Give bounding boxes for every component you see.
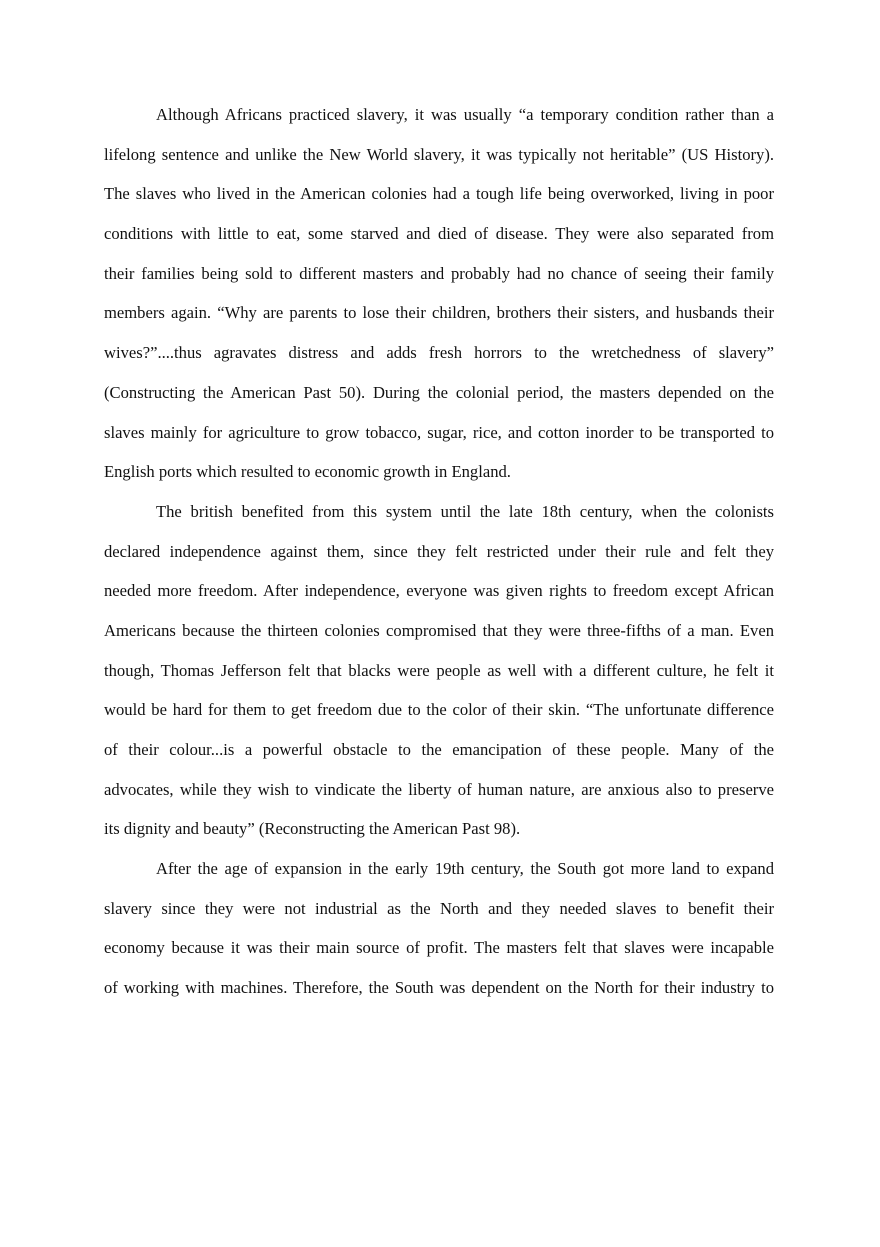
text-line: would be hard for them to get freedom due to the color of their skin. “The unfortunate difference — [104, 700, 774, 720]
text-line: English ports which resulted to economic growth in England. — [104, 462, 511, 482]
text-line: members again. “Why are parents to lose their children, brothers their sisters, and husbands their — [104, 303, 774, 323]
text-line: though, Thomas Jefferson felt that blacks were people as well with a different culture, he felt it — [104, 660, 774, 680]
text-line: of working with machines. Therefore, the South was dependent on the North for their industry to — [104, 978, 774, 998]
text-line: its dignity and beauty” (Reconstructing the American Past 98). — [104, 819, 521, 839]
text-line: declared independence against them, since they felt restricted under their rule and felt they — [104, 541, 774, 561]
paragraph-2 — [104, 492, 774, 849]
text-line: After the age of expansion in the early 19th century, the South got more land to expand — [156, 859, 774, 879]
body-text — [104, 95, 774, 1008]
text-line: wives?”....thus agravates distress and adds fresh horrors to the wretchedness of slavery” — [104, 343, 774, 363]
text-line: The british benefited from this system until the late 18th century, when the colonists — [156, 501, 774, 521]
text-line: (Constructing the American Past 50). During the colonial period, the masters depended on the — [104, 382, 774, 402]
paragraph-1 — [104, 95, 774, 492]
text-line: of their colour...is a powerful obstacle to the emancipation of these people. Many of the — [104, 740, 774, 759]
text-line: slaves mainly for agriculture to grow tobacco, sugar, rice, and cotton inorder to be transported to — [104, 422, 774, 442]
text-line: needed more freedom. After independence, everyone was given rights to freedom except African — [104, 581, 774, 601]
text-line: Although Africans practiced slavery, it was usually “a temporary condition rather than a — [156, 105, 774, 124]
text-line: Americans because the thirteen colonies compromised that they were three-fifths of a man. Even — [104, 620, 774, 640]
text-line: advocates, while they wish to vindicate the liberty of human nature, are anxious also to preserve — [104, 779, 774, 799]
text-line: lifelong sentence and unlike the New World slavery, it was typically not heritable” (US History). — [104, 144, 774, 164]
text-line: economy because it was their main source of profit. The masters felt that slaves were incapable — [104, 938, 774, 958]
paragraph-3 — [104, 849, 774, 1008]
text-line: The slaves who lived in the American colonies had a tough life being overworked, living in poor — [104, 184, 774, 204]
text-line: slavery since they were not industrial as the North and they needed slaves to benefit their — [104, 898, 774, 918]
text-line: conditions with little to eat, some starved and died of disease. They were also separated from — [104, 224, 774, 244]
text-line: their families being sold to different masters and probably had no chance of seeing their family — [104, 263, 774, 283]
